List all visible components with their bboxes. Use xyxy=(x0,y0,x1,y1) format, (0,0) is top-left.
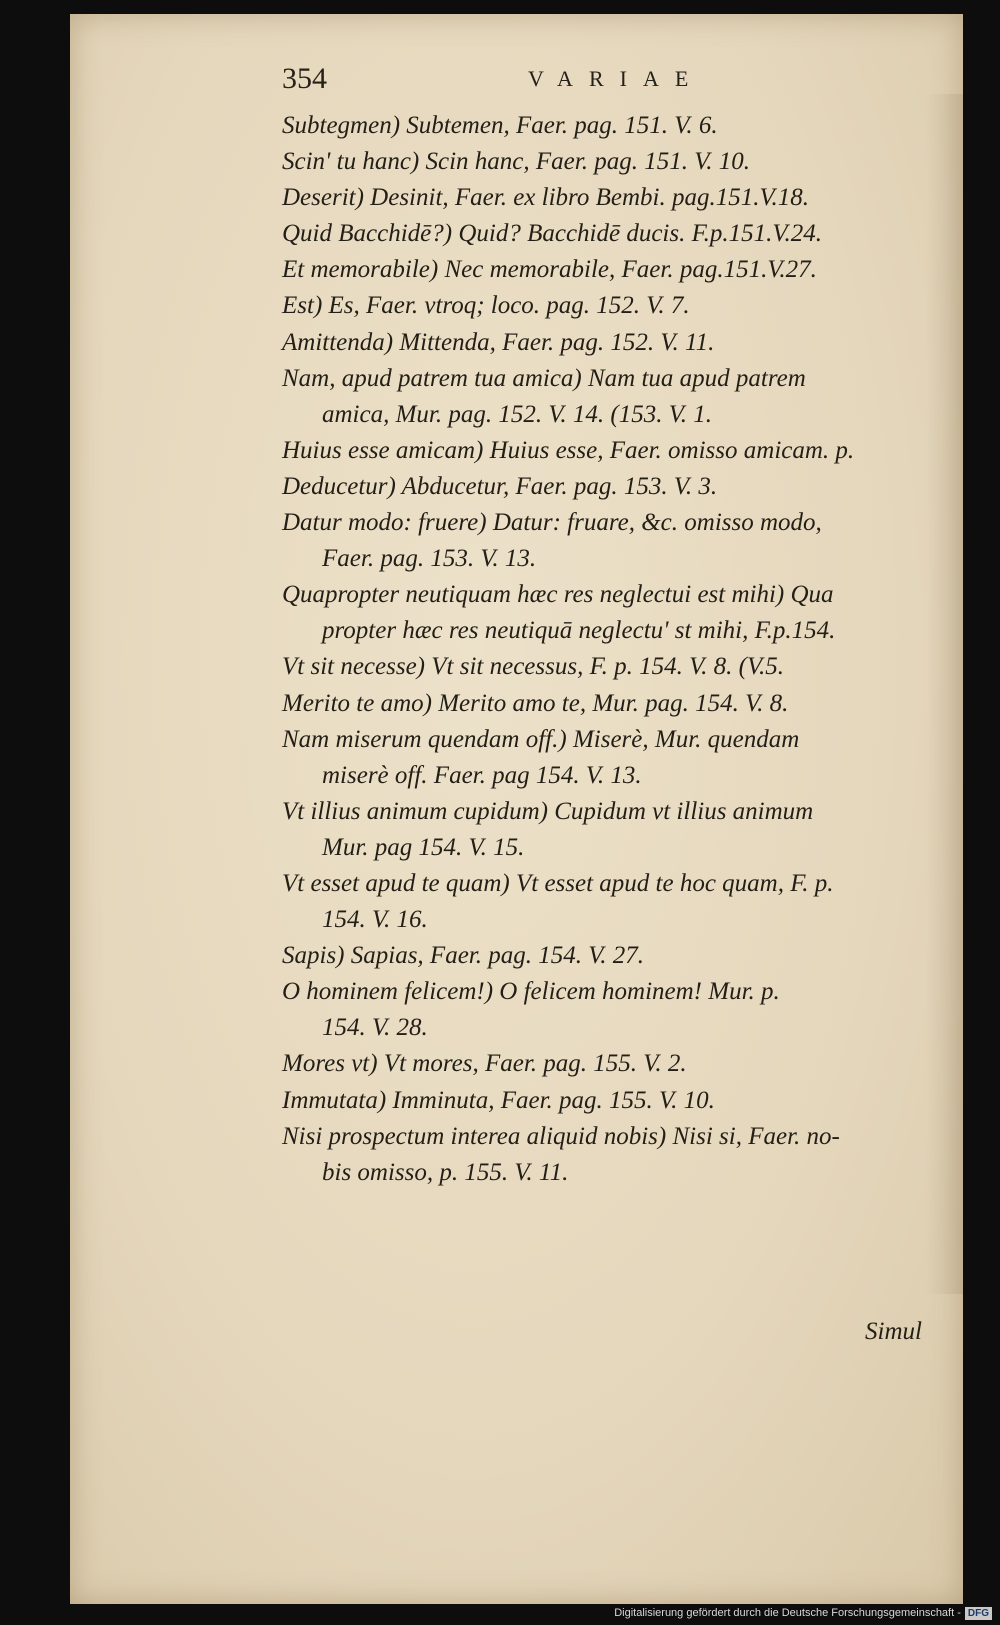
list-item xyxy=(282,938,962,974)
page-number: 354 xyxy=(282,62,327,95)
entry-continuation-line: Faer. pag. 153. V. 13. xyxy=(322,545,537,573)
funding-credit: Digitalisierung gefördert durch die Deutsche Forschungsgemeinschaft - xyxy=(614,1607,961,1619)
list-item xyxy=(282,722,962,794)
entry-line: Datur modo: fruere) Datur: fruare, &c. omisso modo, xyxy=(282,509,822,537)
list-item xyxy=(282,108,962,144)
errata-list xyxy=(282,108,962,1191)
list-item xyxy=(282,505,962,577)
dfg-logo: DFG xyxy=(965,1607,992,1620)
entry-line: Vt sit necesse) Vt sit necessus, F. p. 154. V. 8. (V.5. xyxy=(282,653,785,681)
entry-line: Vt illius animum cupidum) Cupidum vt illius animum xyxy=(282,797,814,825)
list-item xyxy=(282,325,962,361)
entry-line: Nisi prospectum interea aliquid nobis) Nisi si, Faer. no- xyxy=(282,1122,840,1150)
entry-continuation-line: propter hæc res neutiquā neglectu' st mihi, F.p.154. xyxy=(322,617,836,645)
list-item xyxy=(282,649,962,685)
list-item xyxy=(282,216,962,252)
list-item xyxy=(282,866,962,938)
entry-line: O hominem felicem!) O felicem hominem! Mur. p. xyxy=(282,978,780,1006)
entry-line: Nam, apud patrem tua amica) Nam tua apud patrem xyxy=(282,364,806,392)
entry-line: Mores vt) Vt mores, Faer. pag. 155. V. 2. xyxy=(282,1050,687,1078)
entry-line: Amittenda) Mittenda, Faer. pag. 152. V. 11. xyxy=(282,328,715,356)
entry-continuation-line: Mur. pag 154. V. 15. xyxy=(322,833,525,861)
entry-line: Et memorabile) Nec memorabile, Faer. pag.151.V.27. xyxy=(282,256,817,284)
entry-line: Deserit) Desinit, Faer. ex libro Bembi. pag.151.V.18. xyxy=(282,184,810,212)
entry-line: Merito te amo) Merito amo te, Mur. pag. 154. V. 8. xyxy=(282,689,789,717)
entry-continuation-line: amica, Mur. pag. 152. V. 14. (153. V. 1. xyxy=(322,400,713,428)
entry-line: Sapis) Sapias, Faer. pag. 154. V. 27. xyxy=(282,942,645,970)
entry-continuation-line: bis omisso, p. 155. V. 11. xyxy=(322,1158,569,1186)
list-item xyxy=(282,1119,962,1191)
list-item xyxy=(282,361,962,433)
page-header xyxy=(282,62,962,102)
list-item xyxy=(282,577,962,649)
entry-line: Immutata) Imminuta, Faer. pag. 155. V. 10. xyxy=(282,1086,715,1114)
list-item xyxy=(282,1083,962,1119)
list-item xyxy=(282,144,962,180)
entry-line: Nam miserum quendam off.) Miserè, Mur. quendam xyxy=(282,725,800,753)
list-item xyxy=(282,180,962,216)
list-item xyxy=(282,433,962,469)
list-item xyxy=(282,794,962,866)
entry-line: Est) Es, Faer. vtroq; loco. pag. 152. V. 7. xyxy=(282,292,690,320)
entry-line: Subtegmen) Subtemen, Faer. pag. 151. V. 6. xyxy=(282,112,718,139)
list-item xyxy=(282,974,962,1046)
list-item xyxy=(282,686,962,722)
entry-continuation-line: 154. V. 28. xyxy=(322,1014,428,1042)
list-item xyxy=(282,252,962,288)
digitization-footer xyxy=(614,1604,992,1622)
list-item xyxy=(282,469,962,505)
list-item xyxy=(282,288,962,324)
entry-line: Deducetur) Abducetur, Faer. pag. 153. V. 3. xyxy=(282,472,718,500)
catchword: Simul xyxy=(865,1318,922,1345)
entry-line: Vt esset apud te quam) Vt esset apud te hoc quam, F. p. xyxy=(282,869,834,897)
entry-continuation-line: 154. V. 16. xyxy=(322,906,428,934)
entry-line: Scin' tu hanc) Scin hanc, Faer. pag. 151. V. 10. xyxy=(282,148,751,176)
entry-line: Quapropter neutiquam hæc res neglectui est mihi) Qua xyxy=(282,581,834,609)
entry-line: Huius esse amicam) Huius esse, Faer. omisso amicam. p. xyxy=(282,436,855,464)
running-title: VARIAE xyxy=(528,66,705,91)
entry-continuation-line: miserè off. Faer. pag 154. V. 13. xyxy=(322,761,642,789)
list-item xyxy=(282,1046,962,1082)
entry-line: Quid Bacchidē?) Quid? Bacchidē ducis. F.p.151.V.24. xyxy=(282,220,822,248)
